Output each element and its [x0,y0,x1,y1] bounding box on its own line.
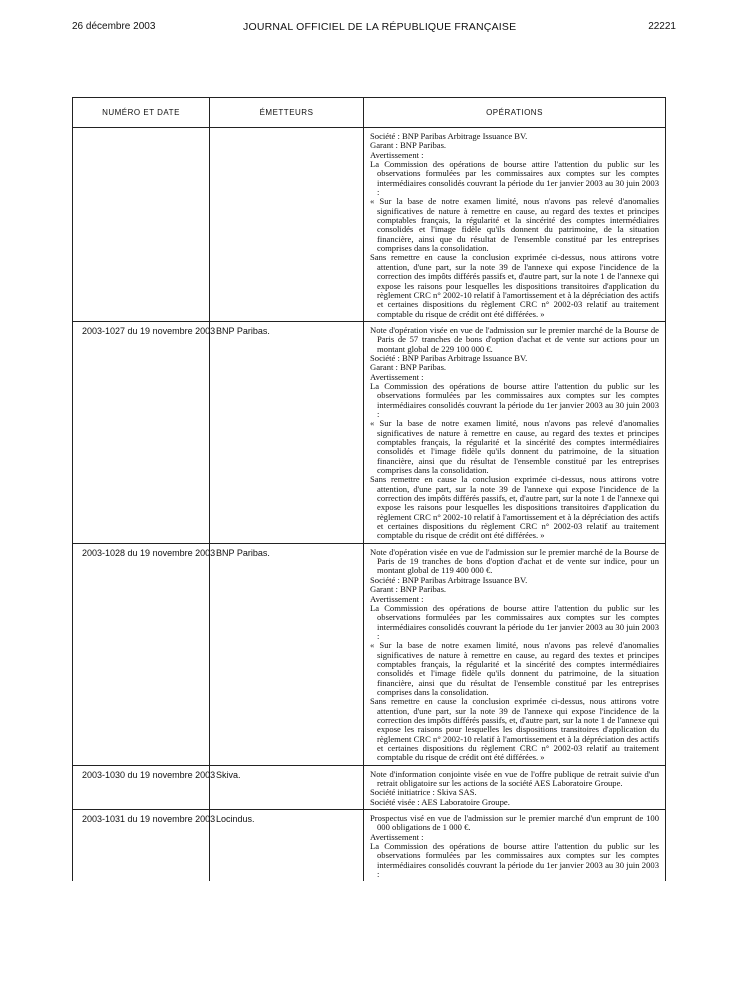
page-number: 22221 [648,21,676,32]
operation-paragraph: Note d'opération visée en vue de l'admission sur le premier marché de la Bourse de Paris de 57 tranches de bons d'option d'achat et de vente sur actions pour un montant global de 229 100 000 €. [370,324,659,354]
operation-paragraph: « Sur la base de notre examen limité, nous n'avons pas relevé d'anomalies significatives de nature à remettre en cause, au regard des textes et principes comptables français, la régularité et la sincérité des comptes intermédiaires consolidés et l'image fidèle qu'ils donnent du patrimoine, de la situation financière, ainsi que du résultat de l'ensemble constitué par les entreprises comprises dans la consolidation. [370,196,659,254]
column-header-emetteurs: ÉMETTEURS [210,98,364,128]
emetteur-cell: BNP Paribas. [210,321,364,543]
operation-paragraph: Avertissement : [370,149,424,160]
table-row [73,321,666,543]
operation-paragraph: La Commission des opérations de bourse attire l'attention du public sur les observations formulées par les commissaires aux comptes sur les comptes intermédiaires consolidés couvrant la période du 1er janvier 2003 au 30 juin 2003 : [370,380,659,419]
numero-date-cell [73,128,210,322]
table-header-row [73,98,666,128]
operation-paragraph: La Commission des opérations de bourse attire l'attention du public sur les observations formulées par les commissaires aux comptes sur les comptes intermédiaires consolidés couvrant la période du 1er janvier 2003 au 30 juin 2003 : [370,602,659,641]
header-date: 26 décembre 2003 [72,21,156,32]
column-header-operations: OPÉRATIONS [364,98,666,128]
operation-paragraph: Sans remettre en cause la conclusion exprimée ci-dessus, nous attirons votre attention, d'une part, sur la note 39 de l'annexe qui expose l'incidence de la correction des impôts différés passifs, et, d'autre part, sur la note 1 de l'annexe qui expose les raisons pour lesquelles les dispositions transitoires d'application du règlement CRC n° 2002-10 relatif à l'amortissement et à la dépréciation des actifs et certaines dispositions du règlement CRC n° 2002-03 relatif au traitement comptable du risque de crédit ont été différées. » [370,474,659,541]
operation-paragraph: « Sur la base de notre examen limité, nous n'avons pas relevé d'anomalies significatives de nature à remettre en cause, au regard des textes et principes comptables français, la régularité et la sincérité des comptes intermédiaires consolidés et l'image fidèle qu'ils donnent du patrimoine, de la situation financière, ainsi que du résultat de l'ensemble constitué par les entreprises comprises dans la consolidation. [370,418,659,476]
operation-paragraph: La Commission des opérations de bourse attire l'attention du public sur les observations formulées par les commissaires aux comptes sur les comptes intermédiaires consolidés couvrant la période du 1er janvier 2003 au 30 juin 2003 : [370,159,659,198]
operations-cell [364,321,666,543]
table-row [73,543,666,765]
numero-date-cell: 2003-1031 du 19 novembre 2003 [73,810,210,882]
table-row [73,810,666,882]
operation-paragraph: Avertissement : [370,593,424,604]
table-row [73,765,666,809]
operations-table [72,97,666,881]
operation-paragraph: Sans remettre en cause la conclusion exprimée ci-dessus, nous attirons votre attention, d'une part, sur la note 39 de l'annexe qui expose l'incidence de la correction des impôts différés passifs, et, d'autre part, sur la note 1 de l'annexe qui expose les raisons pour lesquelles les dispositions transitoires d'application du règlement CRC n° 2002-10 relatif à l'amortissement et à la dépréciation des actifs et certaines dispositions du règlement CRC n° 2002-03 relatif au traitement comptable du risque de crédit ont été différées. » [370,696,659,763]
operation-paragraph: Société : BNP Paribas Arbitrage Issuance BV. [370,131,528,141]
operations-cell [364,128,666,322]
operation-paragraph: Note d'information conjointe visée en vue de l'offre publique de retrait suivie d'un retrait obligatoire sur les actions de la société AES Laboratoire Groupe. [370,768,659,789]
table-body [73,128,666,882]
numero-date-cell: 2003-1027 du 19 novembre 2003 [73,321,210,543]
emetteur-cell: Skiva. [210,765,364,809]
operation-paragraph: Garant : BNP Paribas. [370,140,447,151]
emetteur-cell [210,128,364,322]
numero-date-cell: 2003-1030 du 19 novembre 2003 [73,765,210,809]
operation-paragraph: Société visée : AES Laboratoire Groupe. [370,796,510,807]
operation-paragraph: Note d'opération visée en vue de l'admission sur le premier marché de la Bourse de Paris de 19 tranches de bons d'option d'achat et de vente sur indice, pour un montant global de 119 400 000 €. [370,546,659,576]
emetteur-cell: BNP Paribas. [210,543,364,765]
operations-cell [364,765,666,809]
emetteur-cell: Locindus. [210,810,364,882]
operation-paragraph: Avertissement : [370,371,424,382]
operation-paragraph: Avertissement : [370,831,424,842]
operation-paragraph: « Sur la base de notre examen limité, nous n'avons pas relevé d'anomalies significatives de nature à remettre en cause, au regard des textes et principes comptables français, la régularité et la sincérité des comptes intermédiaires consolidés et l'image fidèle qu'ils donnent du patrimoine, de la situation financière, ainsi que du résultat de l'ensemble constitué par les entreprises comprises dans la consolidation. [370,640,659,697]
operation-paragraph: Société : BNP Paribas Arbitrage Issuance BV. [370,574,528,585]
operation-paragraph: Prospectus visé en vue de l'admission sur le premier marché d'un emprunt de 100 000 obligations de 1 000 €. [370,813,659,833]
operation-paragraph: Sans remettre en cause la conclusion exprimée ci-dessus, nous attirons votre attention, d'une part, sur la note 39 de l'annexe qui expose l'incidence de la correction des impôts différés passifs et, d'autre part, sur la note 1 de l'annexe qui expose les raisons pour lesquelles les dispositions transitoires d'application du règlement CRC n° 2002-10 relatif à l'amortissement et à la dépréciation des actifs et certaines dispositions du règlement CRC n° 2002-03 relatif au traitement comptable du risque de crédit ont été différées. » [370,252,659,319]
operation-paragraph: La Commission des opérations de bourse attire l'attention du public sur les observations formulées par les commissaires aux comptes sur les comptes intermédiaires consolidés couvrant la période du 1er janvier 2003 au 30 juin 2003 : [370,841,659,880]
operation-paragraph: Société : BNP Paribas Arbitrage Issuance BV. [370,352,528,363]
operation-paragraph: Garant : BNP Paribas. [370,362,447,373]
table-row [73,128,666,322]
column-header-numero: NUMÉRO ET DATE [73,98,210,128]
operation-paragraph: Société initiatrice : Skiva SAS. [370,787,477,798]
operation-paragraph: Garant : BNP Paribas. [370,584,447,595]
numero-date-cell: 2003-1028 du 19 novembre 2003 [73,543,210,765]
operations-cell [364,810,666,882]
journal-title: JOURNAL OFFICIEL DE LA RÉPUBLIQUE FRANÇAISE [243,21,517,33]
operations-cell [364,543,666,765]
